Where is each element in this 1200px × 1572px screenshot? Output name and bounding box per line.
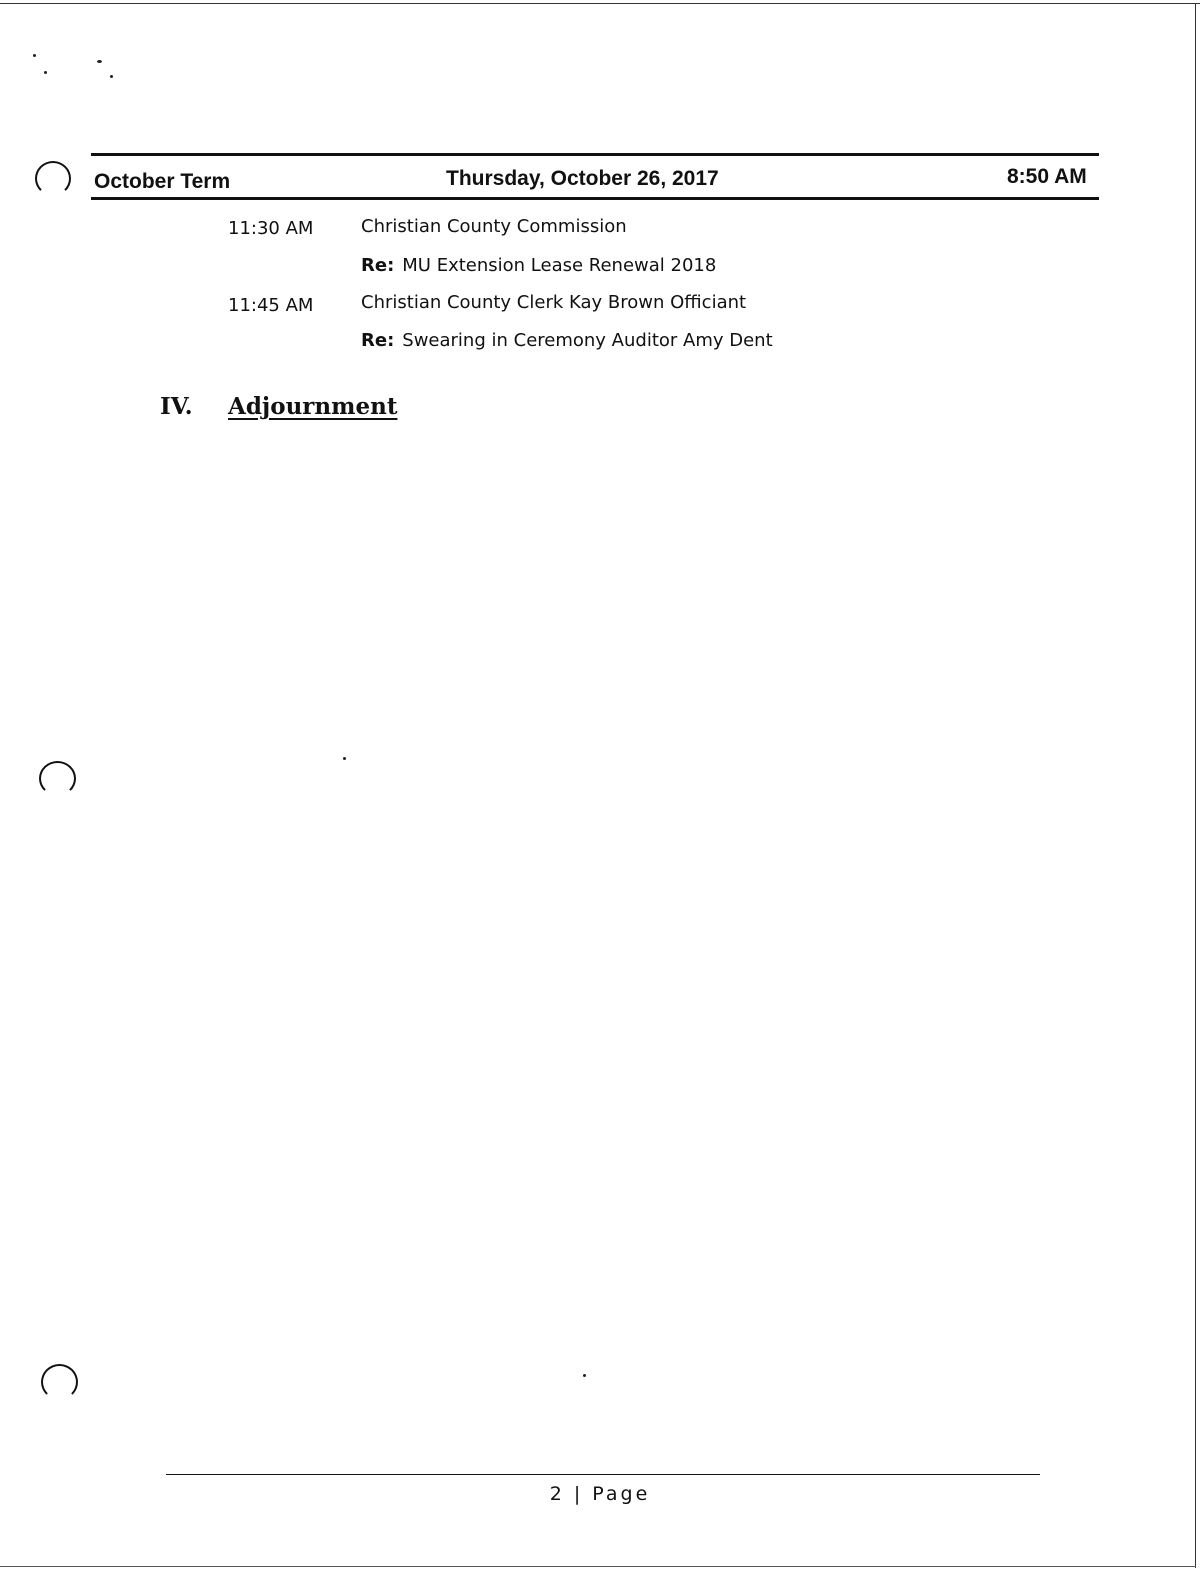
- footer-rule: [166, 1474, 1040, 1475]
- re-text: MU Extension Lease Renewal 2018: [402, 255, 717, 276]
- header-date: Thursday, October 26, 2017: [446, 167, 719, 190]
- page-border-right: [1195, 3, 1196, 1568]
- scan-speck: [33, 54, 36, 57]
- header-rule-top: [91, 153, 1099, 156]
- header-term: October Term: [94, 170, 231, 193]
- section-title: Adjournment: [228, 393, 398, 420]
- agenda-item-title: Christian County Clerk Kay Brown Officiant: [361, 292, 747, 313]
- agenda-item-time: 11:30 AM: [228, 218, 314, 239]
- page-border-top: [0, 3, 1200, 4]
- punch-hole-icon: [39, 761, 76, 796]
- scan-speck: [110, 75, 113, 78]
- scan-speck: [44, 71, 47, 74]
- agenda-item-re: [361, 255, 716, 276]
- scan-speck: [343, 757, 346, 760]
- re-label: Re:: [361, 255, 395, 276]
- agenda-item-title: Christian County Commission: [361, 216, 627, 237]
- agenda-item-time: 11:45 AM: [228, 295, 314, 316]
- page-number: 2 | Page: [549, 1483, 651, 1505]
- punch-hole-icon: [35, 161, 71, 196]
- re-text: Swearing in Ceremony Auditor Amy Dent: [402, 330, 773, 351]
- punch-hole-icon: [41, 1364, 78, 1400]
- page-border-bottom: [0, 1566, 1196, 1567]
- agenda-item-re: [361, 330, 773, 351]
- header-time: 8:50 AM: [1007, 165, 1087, 188]
- header-rule-bottom: [91, 197, 1099, 200]
- scan-speck: [583, 1374, 586, 1377]
- re-label: Re:: [361, 330, 395, 351]
- scan-speck: [97, 60, 102, 63]
- section-number: IV.: [160, 393, 193, 420]
